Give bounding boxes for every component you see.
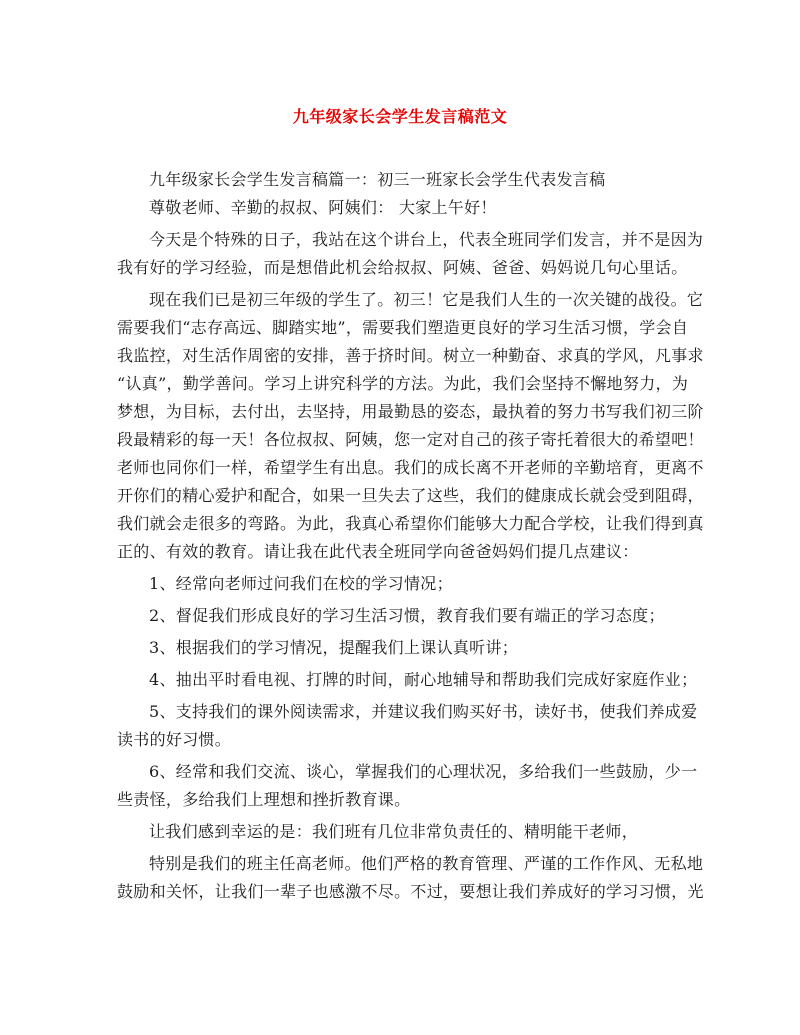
list-item-continuation: 些责怪，多给我们上理想和挫折教育课。 (117, 790, 411, 809)
list-item: 1、经常向老师过问我们在校的学习情况； (149, 574, 453, 593)
paragraph-line: 我有好的学习经验，而是想借此机会给叔叔、阿姨、爸爸、妈妈说几句心里话。 (117, 258, 688, 277)
paragraph-line: 现在我们已是初三年级的学生了。初三！它是我们人生的一次关键的战役。它 (149, 290, 704, 309)
list-item-continuation: 读书的好习惯。 (117, 730, 232, 749)
paragraph-line: 我们就会走很多的弯路。为此，我真心希望你们能够大力配合学校，让我们得到真 (117, 514, 704, 533)
list-item: 6、经常和我们交流、谈心，掌握我们的心理状况，多给我们一些鼓励，少一 (149, 762, 698, 781)
paragraph-line: 让我们感到幸运的是：我们班有几位非常负责任的、精明能干老师， (149, 822, 639, 841)
paragraph-line: 开你们的精心爱护和配合，如果一旦失去了这些，我们的健康成长就会受到阻碍， (117, 486, 704, 505)
section-heading: 九年级家长会学生发言稿篇一：初三一班家长会学生代表发言稿 (149, 170, 606, 189)
list-item: 4、抽出平时看电视、打牌的时间，耐心地辅导和帮助我们完成好家庭作业； (149, 670, 698, 689)
paragraph-line: 我监控，对生活作周密的安排，善于挤时间。树立一种勤奋、求真的学风，凡事求 (117, 346, 704, 365)
paragraph-line: 老师也同你们一样，希望学生有出息。我们的成长离不开老师的辛勤培育，更离不 (117, 458, 704, 477)
paragraph-line: 今天是个特殊的日子，我站在这个讲台上，代表全班同学们发言，并不是因为 (149, 230, 704, 249)
document-body (117, 166, 704, 906)
page-title: 九年级家长会学生发言稿范文 (292, 107, 508, 126)
paragraph-line: “认真”，勤学善问。学习上讲究科学的方法。为此，我们会坚持不懈地努力，为 (117, 374, 689, 393)
paragraph-line: 需要我们“志存高远、脚踏实地”，需要我们塑造更良好的学习生活习惯，学会自 (117, 318, 689, 337)
paragraph-line: 特别是我们的班主任高老师。他们严格的教育管理、严谨的工作作风、无私地 (149, 854, 704, 873)
greeting-line: 尊敬老师、辛勤的叔叔、阿姨们： 大家上午好！ (149, 198, 497, 217)
list-item: 5、支持我们的课外阅读需求，并建议我们购买好书，读好书，使我们养成爱 (149, 702, 698, 721)
list-item: 3、根据我们的学习情况，提醒我们上课认真听讲； (149, 638, 519, 657)
paragraph-line: 梦想，为目标，去付出，去坚持，用最勤恳的姿态，最执着的努力书写我们初三阶 (117, 402, 704, 421)
list-item: 2、督促我们形成良好的学习生活习惯，教育我们要有端正的学习态度； (149, 606, 665, 625)
paragraph-line: 正的、有效的教育。请让我在此代表全班同学向爸爸妈妈们提几点建议： (117, 542, 639, 561)
paragraph-line: 鼓励和关怀，让我们一辈子也感激不尽。不过，要想让我们养成好的学习习惯，光 (117, 882, 704, 901)
paragraph-line: 段最精彩的每一天！各位叔叔、阿姨，您一定对自己的孩子寄托着很大的希望吧！ (117, 430, 704, 449)
